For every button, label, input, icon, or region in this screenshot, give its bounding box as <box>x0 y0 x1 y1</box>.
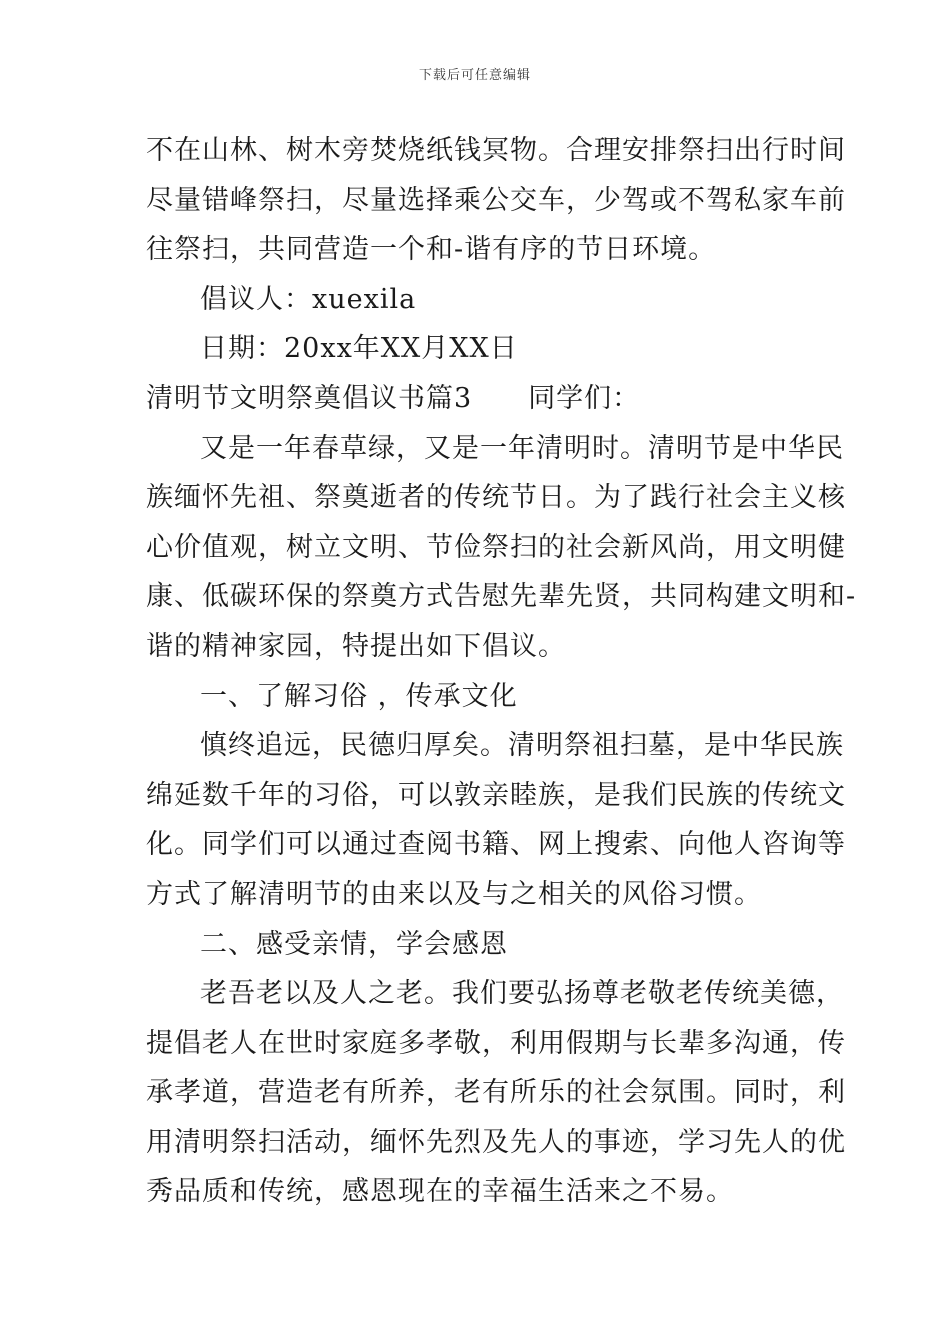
line-text: 往祭扫，共同营造一个和-谐有序的节日环境。 <box>146 234 717 266</box>
text-line <box>146 126 846 176</box>
text-line <box>146 1068 846 1118</box>
text-line <box>146 424 844 474</box>
line-text: 老吾老以及人之老。我们要弘扬尊老敬老传统美德， <box>200 978 844 1010</box>
text-line <box>146 969 844 1019</box>
line-text: 又是一年春草绿，又是一年清明时。清明节是中华民 <box>200 432 844 464</box>
line-text: 慎终追远，民德归厚矣。清明祭祖扫墓，是中华民族 <box>200 730 844 762</box>
text-line <box>146 721 844 771</box>
text-line <box>146 473 846 523</box>
text-line <box>146 1167 811 1217</box>
line-text: 倡议人：xuexila <box>200 283 417 315</box>
text-line <box>146 572 857 622</box>
line-text: 承孝道，营造老有所养，老有所乐的社会氛围。同时，利 <box>146 1077 846 1109</box>
text-line <box>146 1118 846 1168</box>
text-line <box>146 920 811 970</box>
line-text: 谐的精神家园，特提出如下倡议。 <box>146 630 566 662</box>
text-line <box>146 820 846 870</box>
line-text: 二、感受亲情，学会感恩 <box>200 928 508 960</box>
line-text: 康、低碳环保的祭奠方式告慰先辈先贤，共同构建文明和- <box>146 581 857 613</box>
text-line <box>146 176 846 226</box>
line-text: 心价值观，树立文明、节俭祭扫的社会新风尚，用文明健 <box>146 531 846 563</box>
line-text-secondary: 同学们： <box>528 382 641 414</box>
line-text: 一、了解习俗 ，传承文化 <box>200 680 518 712</box>
line-text: 绵延数千年的习俗，可以敦亲睦族，是我们民族的传统文 <box>146 779 846 811</box>
text-line <box>146 275 811 325</box>
text-line <box>146 622 811 672</box>
line-text: 提倡老人在世时家庭多孝敬，利用假期与长辈多沟通，传 <box>146 1027 846 1059</box>
line-text: 用清明祭扫活动，缅怀先烈及先人的事迹，学习先人的优 <box>146 1126 846 1158</box>
line-text: 尽量错峰祭扫，尽量选择乘公交车，少驾或不驾私家车前 <box>146 184 846 216</box>
line-text: 日期：20xx年XX月XX日 <box>200 333 518 365</box>
line-text: 方式了解清明节的由来以及与之相关的风俗习惯。 <box>146 878 762 910</box>
text-line <box>146 225 811 275</box>
text-line <box>146 870 811 920</box>
line-text: 族缅怀先祖、祭奠逝者的传统节日。为了践行社会主义核 <box>146 482 846 514</box>
text-line <box>146 1019 846 1069</box>
document-body <box>146 126 857 1217</box>
page-header: 下载后可任意编辑 <box>418 68 531 83</box>
text-line <box>146 672 811 722</box>
line-text: 秀品质和传统，感恩现在的幸福生活来之不易。 <box>146 1176 734 1208</box>
text-line <box>146 324 811 374</box>
text-line <box>146 374 811 424</box>
text-line <box>146 523 846 573</box>
line-text: 清明节文明祭奠倡议书篇3 <box>146 382 473 414</box>
line-text: 不在山林、树木旁焚烧纸钱冥物。合理安排祭扫出行时间 <box>146 135 846 166</box>
line-text: 化。同学们可以通过查阅书籍、网上搜索、向他人咨询等 <box>146 829 846 861</box>
text-line <box>146 771 846 821</box>
